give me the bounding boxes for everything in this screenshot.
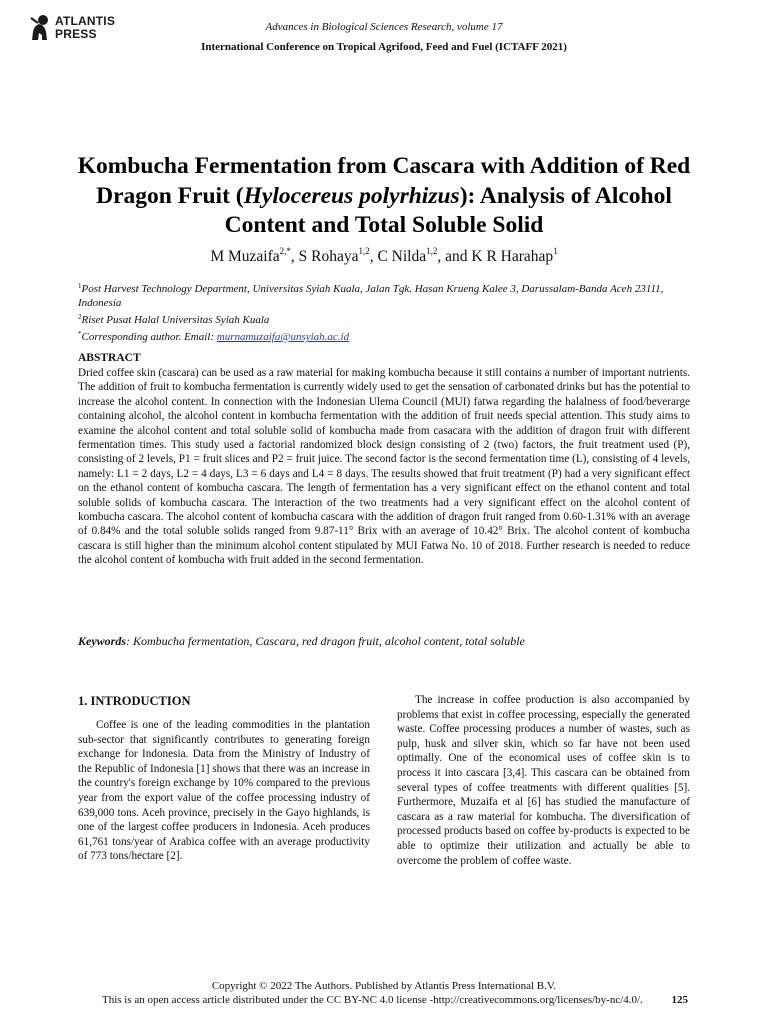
abstract-body: Dried coffee skin (cascara) can be used as a raw material for making kombucha because it still contains a number of important nutrients. The addition of fruit to kombucha fermentation is currently widely used to get the sensation of carbonated drinks but has the potential to increase the alcohol content. In connection with the Indonesian Ulema Council (MUI) fatwa regarding the halalness of food/beverarge containing alcohol, the alcohol content in kombucha fermentation with the addition of fruit needs special attention. This study aims to examine the alcohol content and total soluble solid of kombucha made from casacara with the addition of dragon fruit with different fermentation times. This study used a factorial randomized block design consisting of 2 (two) factors, the fruit treatment used (P), consisting of 2 levels, P1 = fruit slices and P2 = fruit juice. The second factor is the second fermentation time (L), consisting of 4 levels, namely: L1 = 2 days, L2 = 4 days, L3 = 6 days and L4 = 8 days. The results showed that fruit treatment (P) had a very significant effect on the ethanol content of kombucha cascara. The length of fermentation has a very significant effect on the ethanol content and total soluble solids of kombucha cascara. The interaction of the two treatments had a very significant effect on the alcohol content of kombucha cascara. The alcohol content of kombucha cascara with the addition of dragon fruit ranged from 0.60-1.31% with an average of 0.84% and the total soluble solids ranged from 9.87-11° Brix with an average of 10.42° Brix. The alcohol content of kombucha cascara is still higher than the minimum alcohol content stipulated by MUI Fatwa No. 10 of 2018. Further research is needed to reduce the alcohol content of kombucha with fruit added in the second fermentation.	[78, 367, 690, 567]
title-part-1: Kombucha Fermentation from Cascara with Addition of Red Dragon Fruit (	[77, 153, 691, 209]
copyright-notice: Copyright © 2022 The Authors. Published by Atlantis Press International B.V.	[211, 980, 557, 992]
author-4-affil: 1	[553, 246, 558, 256]
affiliation-2-mark: 2	[78, 313, 82, 321]
abstract-heading: ABSTRACT	[78, 352, 141, 364]
email-link[interactable]: murnamuzaifa@unsyiah.ac.id	[216, 331, 350, 343]
affiliation-1-mark: 1	[78, 282, 82, 290]
keywords-label: Keywords	[78, 634, 126, 648]
title-species: Hylocereus polyrhizus	[243, 182, 460, 209]
license-text: This is an open access article distributed under the CC BY-NC 4.0 license -http://creativecommons.org/licenses/by-nc/4.0/.	[102, 994, 643, 1006]
affiliation-2	[78, 310, 688, 327]
author-1-affil: 2,*	[279, 246, 291, 256]
author-2: , S Rohaya	[290, 248, 359, 265]
page-number: 125	[671, 994, 688, 1006]
author-3-affil: 1,2	[426, 246, 438, 256]
author-2-affil: 1,2	[358, 246, 370, 256]
atlas-figure-icon	[30, 14, 52, 40]
affiliation-1-text: Post Harvest Technology Department, Universitas Syiah Kuala, Jalan Tgk. Hasan Krueng Kalee 3, Darussalam-Banda Aceh 23111, Indonesia	[78, 283, 664, 309]
corresponding-label: Corresponding author. Email:	[81, 331, 217, 343]
intro-paragraph-left: Coffee is one of the leading commodities in the plantation sub-sector that significantly contributes to generating foreign exchange for Indonesia. Data from the Ministry of Industry of the Republic of Indonesia [1] shows that there was an increase in the country's foreign exchange by 10% compared to the previous year from the export value of the coffee processing industry of 639,000 tons. Aceh province, precisely in the Gayo highlands, is one of the largest coffee producers in Indonesia. Aceh produces 61,761 tons/year of Arabica coffee with an average productivity of 773 tons/hectare [2].	[78, 719, 370, 863]
affiliations	[78, 279, 688, 344]
author-4: , and K R Harahap	[437, 248, 554, 265]
logo-line-1: ATLANTIS	[55, 14, 116, 28]
corresponding-mark: *	[78, 330, 82, 338]
affiliation-2-text: Riset Pusat Halal Universitas Syiah Kuala	[81, 314, 270, 326]
paper-title	[60, 152, 708, 241]
author-1: M Muzaifa	[210, 248, 280, 265]
license-line	[78, 994, 690, 1006]
author-3: , C Nilda	[369, 248, 427, 265]
section-heading-introduction: 1. INTRODUCTION	[78, 694, 191, 708]
author-list	[60, 241, 708, 267]
affiliation-1	[78, 279, 688, 310]
logo-line-2: PRESS	[55, 27, 97, 41]
keywords	[78, 634, 690, 649]
title-part-2: ): Analysis of Alcohol Content and Total Soluble Solid	[224, 182, 672, 238]
journal-name: Advances in Biological Sciences Research, volume 17	[265, 21, 503, 33]
corresponding-author	[78, 327, 688, 344]
intro-paragraph-right: The increase in coffee production is also accompanied by problems that exist in coffee processing, especially the generated waste. Coffee processing produces a number of wastes, such as pulp, husk and silver skin, which so far have not been used optimally. One of the economical uses of coffee skin is to process it into cascara [3,4]. This cascara can be obtained from several types of coffee treatments with different qualities [5]. Furthermore, Muzaifa et al [6] has studied the manufacture of cascara as a raw material for kombucha. The diversification of processed products based on coffee by-products is expected to be able to optimize their utilization and actually be able to overcome the problem of coffee waste.	[397, 694, 690, 867]
conference-name: International Conference on Tropical Agrifood, Feed and Fuel (ICTAFF 2021)	[201, 41, 567, 53]
keywords-text: : Kombucha fermentation, Cascara, red dragon fruit, alcohol content, total soluble	[126, 634, 525, 648]
